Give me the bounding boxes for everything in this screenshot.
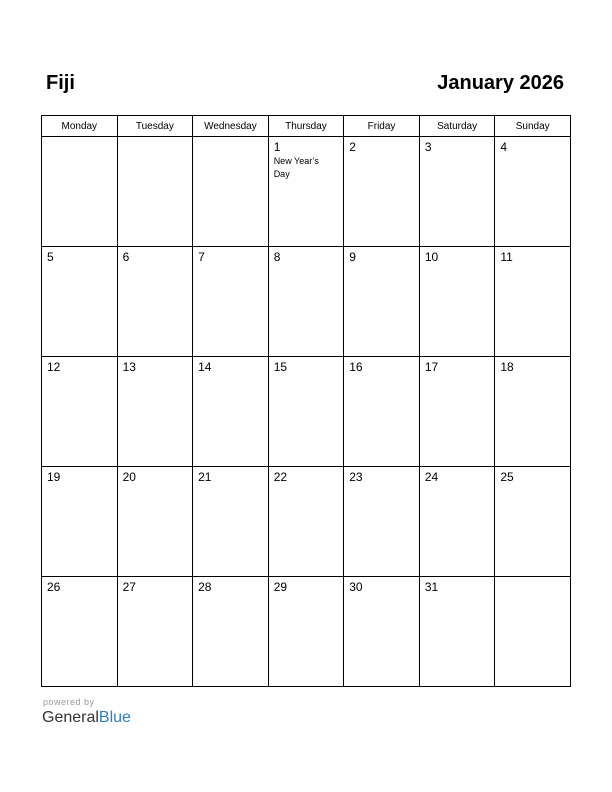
day-number: 31: [424, 580, 439, 594]
weekday-wednesday: Wednesday: [193, 116, 269, 137]
day-number: 20: [122, 470, 136, 484]
day-number: 10: [424, 250, 439, 264]
day-cell: [344, 247, 420, 357]
logo-text-blue: Blue: [98, 709, 131, 726]
day-number: 22: [273, 470, 288, 484]
day-cell: [419, 577, 495, 687]
day-cell: [419, 357, 495, 467]
day-cell: [495, 357, 571, 467]
day-number: 16: [349, 360, 363, 374]
day-number: 24: [424, 470, 439, 484]
weekday-tuesday: Tuesday: [117, 116, 193, 137]
day-cell: [193, 577, 269, 687]
day-cell: [42, 137, 118, 247]
week-row: [42, 357, 571, 467]
day-cell: [117, 577, 193, 687]
day-number: 29: [273, 580, 288, 594]
weekday-thursday: Thursday: [268, 116, 344, 137]
day-number: 27: [122, 580, 136, 594]
day-number: 5: [47, 250, 54, 264]
day-cell: [419, 247, 495, 357]
weekday-header-row: [42, 116, 571, 137]
day-cell: [344, 467, 420, 577]
week-row: [42, 467, 571, 577]
day-cell: [193, 137, 269, 247]
day-cell: [268, 247, 344, 357]
day-number: 14: [198, 360, 212, 374]
day-number: [495, 577, 570, 580]
day-number: 26: [47, 580, 61, 594]
day-number: 28: [198, 580, 212, 594]
day-cell: [42, 247, 118, 357]
day-number: 9: [349, 250, 356, 264]
week-row: [42, 247, 571, 357]
day-number: 18: [500, 360, 514, 374]
day-cell: [419, 137, 495, 247]
day-cell: [193, 467, 269, 577]
generalblue-logo[interactable]: [42, 709, 131, 727]
calendar-grid: [41, 115, 571, 687]
day-cell: [117, 467, 193, 577]
day-number: 17: [424, 360, 439, 374]
day-cell: [117, 247, 193, 357]
day-cell: [193, 357, 269, 467]
day-cell: [117, 357, 193, 467]
day-number: 12: [47, 360, 61, 374]
day-cell: [495, 577, 571, 687]
day-cell: [495, 137, 571, 247]
day-cell: [495, 247, 571, 357]
day-number: 4: [500, 140, 508, 154]
day-cell: [42, 357, 118, 467]
logo-text-general: General: [42, 709, 99, 726]
day-cell: [268, 137, 344, 247]
day-number: 23: [349, 470, 363, 484]
weekday-saturday: Saturday: [419, 116, 495, 137]
holiday-label: New Year’s Day: [273, 156, 319, 179]
day-cell: [344, 357, 420, 467]
day-number: 1: [273, 140, 281, 154]
day-number: [118, 137, 193, 140]
day-number: 15: [273, 360, 288, 374]
week-row: [42, 137, 571, 247]
week-row: [42, 577, 571, 687]
day-number: 19: [47, 470, 61, 484]
month-title: January 2026: [437, 72, 564, 94]
day-cell: [193, 247, 269, 357]
day-number: [193, 137, 268, 140]
day-number: 3: [424, 140, 432, 154]
day-cell: [344, 577, 420, 687]
day-cell: [268, 357, 344, 467]
day-cell: [42, 577, 118, 687]
day-number: [42, 137, 117, 140]
weekday-friday: Friday: [344, 116, 420, 137]
day-cell: [268, 467, 344, 577]
powered-by-text: powered by: [43, 697, 95, 707]
day-cell: [419, 467, 495, 577]
day-number: 7: [198, 250, 205, 264]
country-title: Fiji: [46, 72, 75, 94]
day-cell: [268, 577, 344, 687]
day-number: 2: [349, 140, 356, 154]
day-number: 30: [349, 580, 363, 594]
day-number: 6: [122, 250, 130, 264]
day-number: 25: [500, 470, 514, 484]
day-cell: [495, 467, 571, 577]
day-number: 8: [273, 250, 281, 264]
weekday-monday: Monday: [42, 116, 118, 137]
day-number: 21: [198, 470, 212, 484]
day-cell: [117, 137, 193, 247]
weekday-sunday: Sunday: [495, 116, 571, 137]
day-cell: [344, 137, 420, 247]
day-number: 13: [122, 360, 136, 374]
day-number: 11: [500, 250, 513, 264]
day-cell: [42, 467, 118, 577]
